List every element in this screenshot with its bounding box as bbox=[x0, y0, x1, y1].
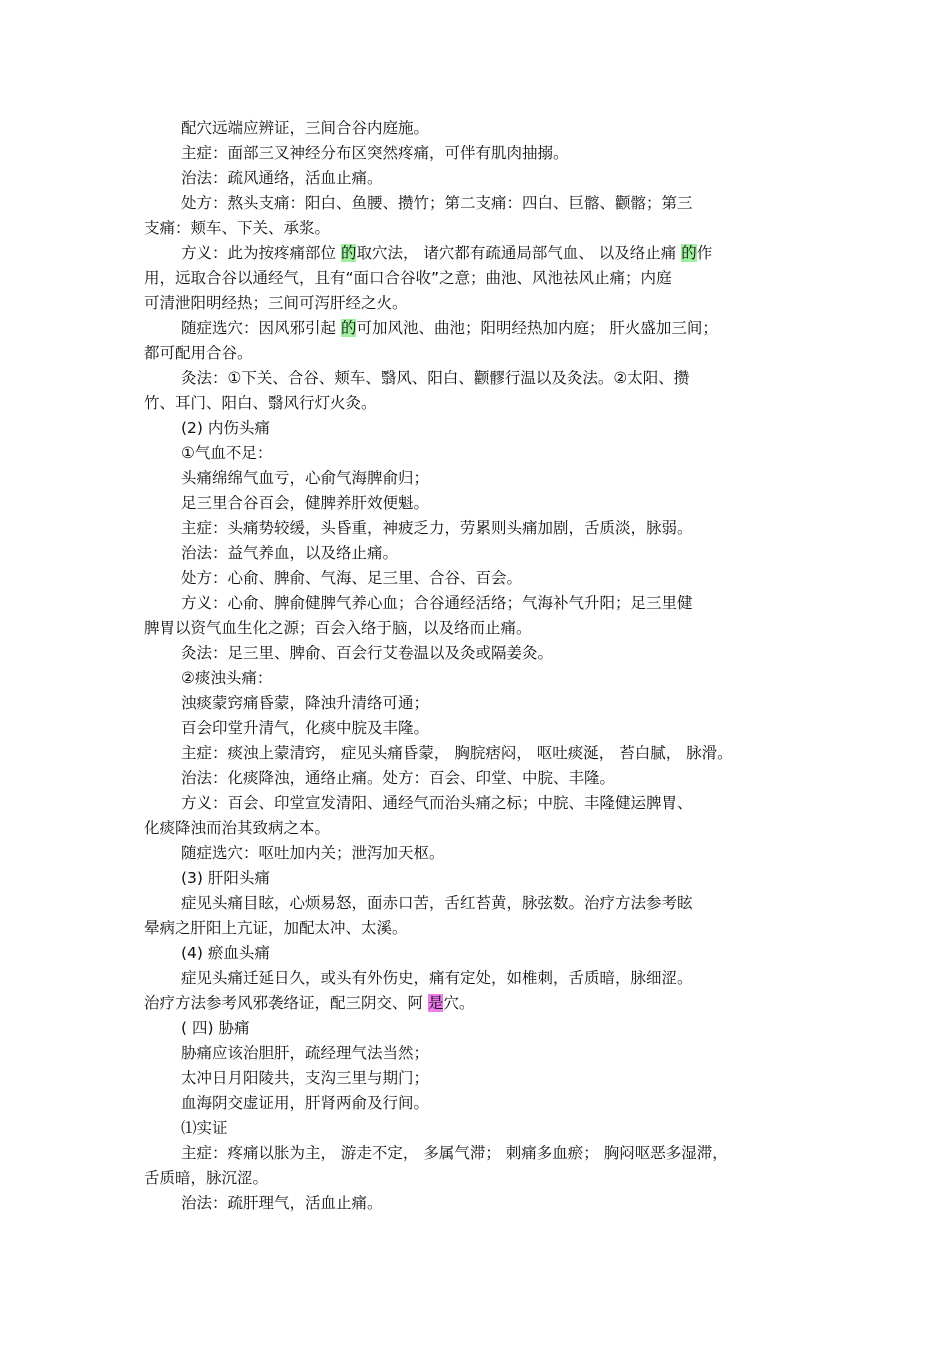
text-line: (3) 肝阳头痛 bbox=[181, 869, 270, 887]
text-segment: 穴。 bbox=[443, 994, 475, 1012]
document-body bbox=[144, 116, 810, 1216]
text-line: 可清泄阳明经热；三间可泻肝经之火。 bbox=[144, 294, 408, 312]
text-line: (2) 内伤头痛 bbox=[181, 419, 270, 437]
text-line: 治法：益气养血，以及络止痛。 bbox=[181, 544, 399, 562]
text-segment: 治疗方法参考风邪袭络证，配三阴交、阿 bbox=[144, 994, 428, 1012]
text-line: 主症：疼痛以胀为主， 游走不定， 多属气滞； 刺痛多血瘀； 胸闷呕恶多湿滞， bbox=[181, 1144, 728, 1162]
text-line: 治法：疏肝理气，活血止痛。 bbox=[181, 1194, 383, 1212]
text-line: 百会印堂升清气，化痰中脘及丰隆。 bbox=[181, 719, 430, 737]
highlighted-text: 的 bbox=[340, 319, 357, 337]
text-line: 症见头痛目眩，心烦易怒，面赤口苦，舌红苔黄，脉弦数。治疗方法参考眩 bbox=[181, 894, 693, 912]
text-line: 灸法：①下关、合谷、颊车、翳风、阳白、颧髎行温以及灸法。②太阳、攒 bbox=[181, 369, 690, 387]
text-segment: 取穴法， 诸穴都有疏通局部气血、 以及络止痛 bbox=[356, 244, 682, 262]
text-line: (4) 瘀血头痛 bbox=[181, 944, 270, 962]
text-line: 主症：面部三叉神经分布区突然疼痛，可伴有肌肉抽搦。 bbox=[181, 144, 569, 162]
text-line: 脾胃以资气血生化之源；百会入络于脑，以及络而止痛。 bbox=[144, 619, 532, 637]
text-line: ⑴实证 bbox=[181, 1119, 228, 1137]
text-line: 舌质暗，脉沉涩。 bbox=[144, 1169, 269, 1187]
text-line: 支痛：颊车、下关、承浆。 bbox=[144, 219, 331, 237]
text-line: 处方：心俞、脾俞、气海、足三里、合谷、百会。 bbox=[181, 569, 523, 587]
text-line: 胁痛应该治胆肝，疏经理气法当然； bbox=[181, 1044, 430, 1062]
text-line: 头痛绵绵气血亏，心俞气海脾俞归； bbox=[181, 469, 430, 487]
text-line: 主症：头痛势较缓，头昏重，神疲乏力，劳累则头痛加剧，舌质淡，脉弱。 bbox=[181, 519, 693, 537]
highlighted-text: 是 bbox=[427, 994, 444, 1012]
text-line bbox=[144, 241, 810, 266]
text-line bbox=[144, 991, 810, 1016]
text-segment: 方义：此为按疼痛部位 bbox=[181, 244, 341, 262]
text-line: 血海阴交虚证用，肝肾两俞及行间。 bbox=[181, 1094, 430, 1112]
text-line: 竹、耳门、阳白、翳风行灯火灸。 bbox=[144, 394, 377, 412]
text-line: 治法：疏风通络，活血止痛。 bbox=[181, 169, 383, 187]
text-segment: 随症选穴：因风邪引起 bbox=[181, 319, 341, 337]
text-line: ①气血不足： bbox=[181, 444, 273, 462]
text-line: 太冲日月阳陵共，支沟三里与期门； bbox=[181, 1069, 430, 1087]
text-line: 方义：心俞、脾俞健脾气养心血；合谷通经活络；气海补气升阳；足三里健 bbox=[181, 594, 693, 612]
text-line: 灸法：足三里、脾俞、百会行艾卷温以及灸或隔姜灸。 bbox=[181, 644, 554, 662]
text-line: 症见头痛迁延日久，或头有外伤史，痛有定处，如椎刺，舌质暗，脉细涩。 bbox=[181, 969, 693, 987]
text-line: 都可配用合谷。 bbox=[144, 344, 253, 362]
text-line bbox=[144, 316, 810, 341]
text-line: 晕病之肝阳上亢证，加配太冲、太溪。 bbox=[144, 919, 408, 937]
text-segment: 作 bbox=[696, 244, 713, 262]
text-line: ②痰浊头痛： bbox=[181, 669, 273, 687]
highlighted-text: 的 bbox=[681, 244, 697, 262]
text-line: 足三里合谷百会，健脾养肝效便魁。 bbox=[181, 494, 430, 512]
text-segment: 可加风池、曲池；阳明经热加内庭； 肝火盛加三间； bbox=[356, 319, 718, 337]
text-line: 主症：痰浊上蒙清窍， 症见头痛昏蒙， 胸脘痞闷， 呕吐痰涎， 苔白腻， 脉滑。 bbox=[181, 744, 733, 762]
text-line: 浊痰蒙窍痛昏蒙，降浊升清络可通； bbox=[181, 694, 430, 712]
text-line: 治法：化痰降浊，通络止痛。处方：百会、印堂、中脘、丰隆。 bbox=[181, 769, 616, 787]
text-line: 处方：熬头支痛：阳白、鱼腰、攒竹；第二支痛：四白、巨髂、颧髂；第三 bbox=[181, 194, 693, 212]
text-line: ( 四) 胁痛 bbox=[181, 1019, 250, 1037]
text-line: 配穴远端应辨证，三间合谷内庭施。 bbox=[181, 119, 430, 137]
highlighted-text: 的 bbox=[340, 244, 357, 262]
text-line: 随症选穴：呕吐加内关；泄泻加天枢。 bbox=[181, 844, 445, 862]
text-line: 用，远取合谷以通经气，且有“面口合谷收”之意；曲池、风池祛风止痛；内庭 bbox=[144, 269, 672, 287]
text-line: 方义：百会、印堂宣发清阳、通经气而治头痛之标；中脘、丰隆健运脾胃、 bbox=[181, 794, 693, 812]
text-line: 化痰降浊而治其致病之本。 bbox=[144, 819, 331, 837]
